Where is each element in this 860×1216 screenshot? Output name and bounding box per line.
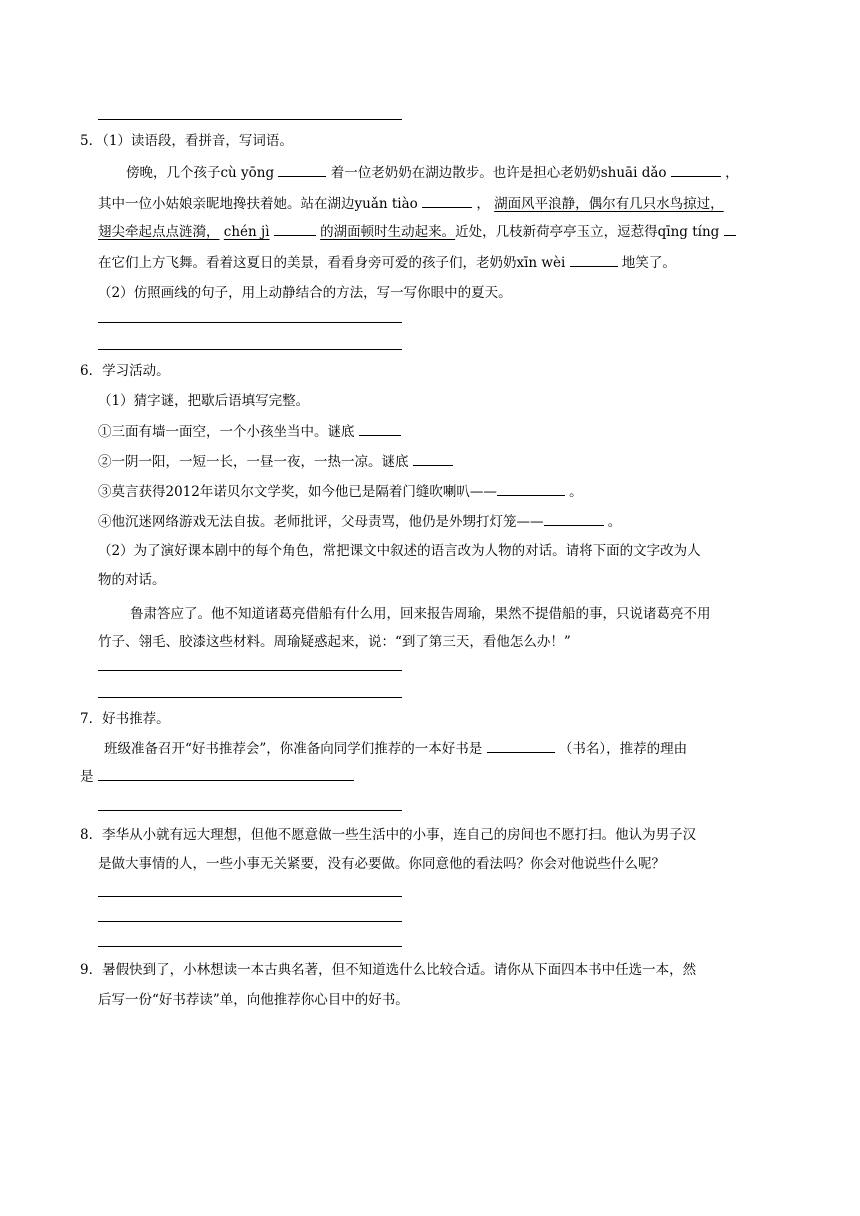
- answer-blank[interactable]: [422, 193, 472, 208]
- passage-line: 其中一位小姑娘亲昵地搀扶着她。站在湖边yuǎn tiào ， 湖面风平浪静，偶尔有几只水鸟掠过，: [98, 193, 724, 214]
- riddle-item: ②一阴一阳，一短一长，一昼一夜，一热一凉。谜底: [98, 451, 453, 472]
- idiom-item: ④他沉迷网络游戏无法自拔。老师批评，父母责骂，他仍是外甥打灯笼—— 。: [98, 511, 621, 532]
- answer-line[interactable]: [98, 946, 402, 947]
- passage-line: 翅尖牵起点点涟漪， chén jì 的湖面顿时生动起来。近处，几枝新荷亭亭玉立，逗惹得qīng tíng: [98, 221, 736, 242]
- answer-blank[interactable]: [274, 221, 316, 236]
- question-text: 班级准备召开“好书推荐会”，你准备向同学们推荐的一本好书是 （书名），推荐的理由: [104, 738, 687, 759]
- question-9-text: 9．暑假快到了，小林想读一本古典名著，但不知道选什么比较合适。请你从下面四本书中任选一本，然: [80, 962, 697, 978]
- answer-line[interactable]: [98, 349, 402, 350]
- question-6-title: 6．学习活动。: [80, 363, 170, 379]
- question-text: 是: [80, 766, 354, 787]
- answer-blank[interactable]: [497, 481, 565, 496]
- passage-line: 傍晚，几个孩子cù yōng 着一位老奶奶在湖边散步。也许是担心老奶奶shuāi dǎo ，: [126, 162, 739, 183]
- sub-question-title: （2）为了演好课本剧中的每个角色，常把课文中叙述的语言改为人物的对话。请将下面的文字改为人: [98, 543, 701, 559]
- answer-blank[interactable]: [671, 162, 721, 177]
- question-text: 是做大事情的人，一些小事无关紧要，没有必要做。你同意他的看法吗？你会对他说些什么呢？: [98, 856, 665, 872]
- question-7-title: 7．好书推荐。: [80, 711, 170, 727]
- answer-line: [98, 119, 402, 120]
- answer-blank[interactable]: [278, 162, 326, 177]
- question-number: 8．: [80, 827, 103, 843]
- question-number: 5．: [80, 133, 103, 149]
- book-name-blank[interactable]: [487, 738, 555, 753]
- question-number: 6．: [80, 363, 103, 379]
- answer-blank[interactable]: [724, 221, 736, 236]
- answer-blank[interactable]: [413, 451, 453, 466]
- sub-question-title: （1）猜字谜，把歇后语填写完整。: [98, 393, 310, 409]
- passage-line: 竹子、翎毛、胶漆这些材料。周瑜疑惑起来，说：“到了第三天，看他怎么办！”: [98, 634, 571, 650]
- pinyin: shuāi dǎo: [600, 165, 667, 181]
- underlined-sentence: 的湖面顿时生动起来。: [320, 224, 456, 240]
- underlined-sentence: 湖面风平浪静，偶尔有几只水鸟掠过，: [494, 196, 724, 212]
- passage-line: 鲁肃答应了。他不知道诸葛亮借船有什么用，回来报告周瑜，果然不提借船的事，只说诸葛亮不用: [130, 606, 711, 622]
- riddle-item: ①三面有墙一面空，一个小孩坐当中。谜底: [98, 421, 401, 442]
- answer-line[interactable]: [98, 670, 402, 671]
- pinyin: qīng tíng: [657, 224, 720, 240]
- answer-blank[interactable]: [570, 252, 618, 267]
- answer-line[interactable]: [98, 697, 402, 698]
- pinyin: xīn wèi: [516, 255, 566, 271]
- sub-question-title: （2）仿照画线的句子，用上动静结合的方法，写一写你眼中的夏天。: [98, 285, 512, 301]
- question-number: 7．: [80, 711, 103, 727]
- answer-blank[interactable]: [544, 511, 604, 526]
- passage-line: 在它们上方飞舞。看着这夏日的美景，看看身旁可爱的孩子们，老奶奶xīn wèi 地笑了。: [98, 252, 676, 273]
- idiom-item: ③莫言获得2012年诺贝尔文学奖，如今他已是隔着门缝吹喇叭—— 。: [98, 481, 583, 502]
- answer-line[interactable]: [98, 322, 402, 323]
- question-5-title: [80, 131, 293, 151]
- answer-blank[interactable]: [359, 421, 401, 436]
- underlined-sentence: 翅尖牵起点点涟漪，: [98, 224, 220, 240]
- pinyin: cù yōng: [220, 165, 275, 181]
- sub-question-title: （1）读语段，看拼音，写词语。: [102, 133, 293, 149]
- sub-question-title: 物的对话。: [98, 572, 166, 588]
- pinyin: yuǎn tiào: [354, 196, 418, 212]
- answer-line[interactable]: [98, 896, 402, 897]
- answer-line[interactable]: [98, 810, 402, 811]
- pinyin: chén jì: [223, 224, 270, 240]
- question-number: 9．: [80, 962, 103, 978]
- answer-line[interactable]: [98, 921, 402, 922]
- question-8-text: 8．李华从小就有远大理想，但他不愿意做一些生活中的小事，连自己的房间也不愿打扫。他认为男子汉: [80, 827, 697, 843]
- question-text: 后写一份“好书荐读”单，向他推荐你心目中的好书。: [98, 992, 409, 1008]
- reason-blank[interactable]: [98, 766, 354, 781]
